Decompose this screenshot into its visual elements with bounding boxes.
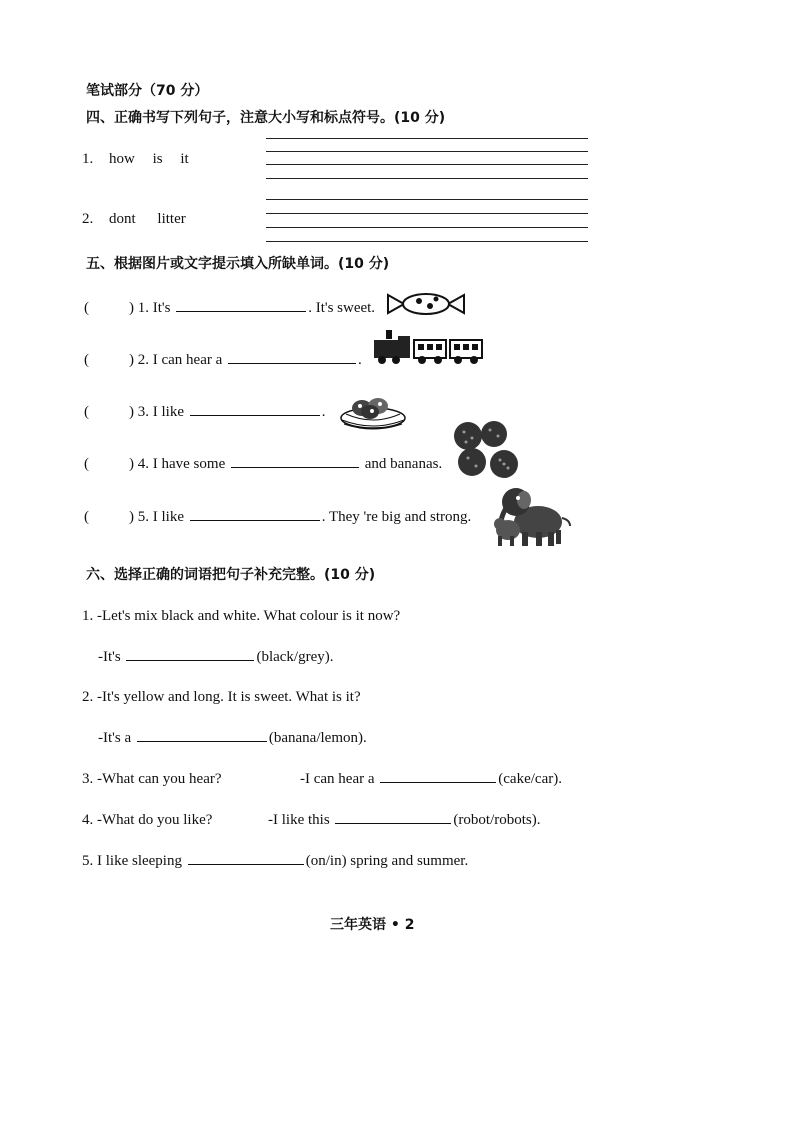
s6-q2-question: 2. -It's yellow and long. It is sweet. What is it? bbox=[82, 689, 361, 705]
s6-q2-blank[interactable] bbox=[137, 740, 267, 742]
s6-q4-before: -I like this bbox=[268, 812, 330, 828]
s6-q3-after: (cake/car). bbox=[498, 771, 562, 787]
s6-q4-answer bbox=[268, 812, 540, 829]
s5-paren-close: ) bbox=[129, 456, 134, 472]
s5-paren-open: ( bbox=[84, 300, 89, 316]
s5-item4 bbox=[84, 456, 442, 473]
s5-item2-before: 2. I can hear a bbox=[137, 352, 223, 368]
s6-q3-blank[interactable] bbox=[380, 781, 496, 783]
s5-item5-blank[interactable] bbox=[190, 519, 320, 521]
s4-item2-word2: litter bbox=[157, 211, 186, 227]
s5-item5 bbox=[84, 509, 471, 526]
page-footer: 三年英语 • 2 bbox=[330, 917, 415, 933]
elephants-icon bbox=[492, 482, 574, 550]
section4-title: 四、正确书写下列句子，注意大小写和标点符号。(10 分) bbox=[86, 110, 446, 126]
s5-item1-before: 1. It's bbox=[137, 300, 171, 316]
s6-q4-question: 4. -What do you like? bbox=[82, 812, 213, 828]
s5-item5-after: . They 're big and strong. bbox=[321, 509, 472, 525]
s5-answer-box-5[interactable] bbox=[91, 520, 127, 521]
s5-item3-before: 3. I like bbox=[137, 404, 184, 420]
s5-paren-close: ) bbox=[129, 300, 134, 316]
s5-item4-blank[interactable] bbox=[231, 466, 359, 468]
s5-answer-box-4[interactable] bbox=[91, 467, 127, 468]
s5-paren-open: ( bbox=[84, 456, 89, 472]
s4-item1-word3: it bbox=[180, 151, 189, 167]
s5-paren-close: ) bbox=[129, 352, 134, 368]
s5-item2-blank[interactable] bbox=[228, 362, 356, 364]
train-icon bbox=[372, 328, 484, 366]
s5-item2 bbox=[84, 352, 362, 369]
s6-q5 bbox=[82, 853, 468, 870]
s5-item3-after: . bbox=[321, 404, 326, 420]
s6-q5-before: 5. I like sleeping bbox=[82, 853, 182, 869]
s5-paren-close: ) bbox=[129, 509, 134, 525]
s6-q4-after: (robot/robots). bbox=[453, 812, 541, 828]
s6-q3-before: -I can hear a bbox=[300, 771, 375, 787]
nest-eggs-icon bbox=[338, 390, 408, 434]
section6-title: 六、选择正确的词语把句子补充完整。(10 分) bbox=[86, 567, 376, 583]
s5-item1-after: . It's sweet. bbox=[308, 300, 376, 316]
s4-item2-word1: dont bbox=[109, 211, 136, 227]
candy-icon bbox=[386, 292, 466, 316]
s6-q2-answer bbox=[98, 730, 367, 747]
s4-item1-num: 1. bbox=[82, 151, 94, 167]
s4-item2-num: 2. bbox=[82, 211, 94, 227]
s6-q1-before: -It's bbox=[98, 649, 121, 665]
s6-q3-answer bbox=[300, 771, 562, 788]
s6-q2-after: (banana/lemon). bbox=[268, 730, 367, 746]
s6-q2-before: -It's a bbox=[98, 730, 132, 746]
s5-answer-box-1[interactable] bbox=[91, 311, 127, 312]
s5-item5-before: 5. I like bbox=[137, 509, 184, 525]
s5-item1-blank[interactable] bbox=[176, 310, 306, 312]
s6-q5-after: (on/in) spring and summer. bbox=[305, 853, 469, 869]
s4-item2 bbox=[82, 211, 186, 228]
s6-q5-blank[interactable] bbox=[188, 863, 304, 865]
s5-paren-open: ( bbox=[84, 509, 89, 525]
s5-paren-open: ( bbox=[84, 352, 89, 368]
s4-item1 bbox=[82, 151, 189, 168]
s6-q4-blank[interactable] bbox=[335, 822, 451, 824]
s6-q3-question: 3. -What can you hear? bbox=[82, 771, 222, 787]
s5-answer-box-3[interactable] bbox=[91, 415, 127, 416]
s4-item1-word1: how bbox=[109, 151, 135, 167]
s6-q1-blank[interactable] bbox=[126, 659, 254, 661]
s5-item1 bbox=[84, 300, 375, 317]
written-part-heading: 笔试部分（70 分） bbox=[86, 83, 209, 99]
cookies-icon bbox=[452, 420, 528, 482]
s6-q1-question: 1. -Let's mix black and white. What colour is it now? bbox=[82, 608, 401, 624]
s5-item3-blank[interactable] bbox=[190, 414, 320, 416]
s5-answer-box-2[interactable] bbox=[91, 363, 127, 364]
s5-item4-after: and bananas. bbox=[364, 456, 443, 472]
s5-item3 bbox=[84, 404, 326, 421]
s5-item4-before: 4. I have some bbox=[137, 456, 226, 472]
s6-q1-after: (black/grey). bbox=[256, 649, 334, 665]
s5-paren-close: ) bbox=[129, 404, 134, 420]
s6-q1-answer bbox=[98, 649, 334, 666]
s5-item2-after: . bbox=[358, 352, 362, 368]
s5-paren-open: ( bbox=[84, 404, 89, 420]
s4-item1-word2: is bbox=[152, 151, 163, 167]
section5-title: 五、根据图片或文字提示填入所缺单词。(10 分) bbox=[86, 256, 390, 272]
